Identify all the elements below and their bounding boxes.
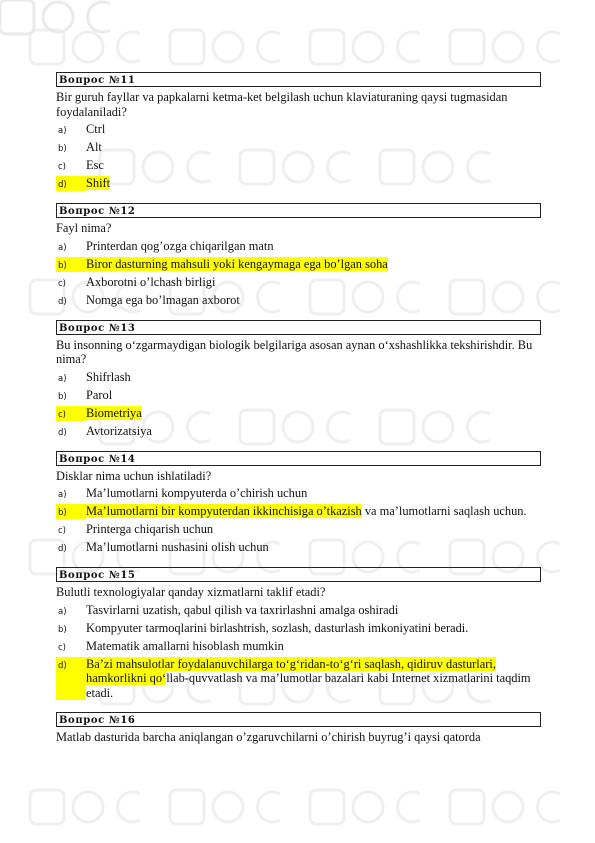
document-content: [56, 72, 541, 745]
option-letter: b): [58, 391, 67, 402]
option-letter: d): [56, 176, 86, 191]
question-block: [56, 567, 541, 700]
option-text: Shifrlash: [86, 369, 131, 384]
question-block: [56, 320, 541, 439]
question-text: Bu insonning o‘zgarmaydigan biologik belgilariga asosan aynan o‘xshashlikka tekshirishdir. Bu nima?: [56, 337, 533, 366]
option-letter: a): [58, 242, 67, 253]
answer-option: [56, 639, 541, 654]
answer-option: [56, 424, 541, 439]
question-header: Вопрос №13: [56, 320, 541, 335]
option-text-rest: va ma’lumotlarni saqlash uchun.: [361, 504, 527, 518]
option-letter: c): [56, 406, 86, 421]
option-text-rest: llab-quvvatlash va ma’lumotlar bazalari kabi Internet xizmatlarini taqdim etadi.: [86, 671, 531, 700]
answer-option: [56, 140, 541, 155]
option-letter: b): [58, 144, 67, 154]
option-text: Ma’lumotlarni nushasini olish uchun: [86, 540, 269, 554]
option-letter: d): [58, 427, 67, 438]
question-header: Вопрос №12: [56, 203, 541, 218]
option-text: Ctrl: [86, 122, 106, 136]
question-block: [56, 712, 541, 745]
option-letter: b): [56, 504, 86, 519]
answer-option-correct: [56, 657, 541, 701]
question-text: Fayl nima?: [56, 221, 112, 235]
option-letter: d): [58, 544, 67, 554]
question-header: Вопрос №16: [56, 712, 541, 727]
answer-option: [56, 370, 541, 385]
option-text: Parol: [86, 387, 113, 402]
option-letter: a): [58, 373, 67, 384]
question-text: Disklar nima uchun ishlatiladi?: [56, 468, 212, 483]
answer-option: [56, 621, 541, 636]
option-text: Tasvirlarni uzatish, qabul qilish va taxrirlashni amalga oshiradi: [86, 602, 399, 617]
answer-option-correct: [56, 257, 541, 272]
highlighted-answer: Biometriya: [86, 405, 142, 420]
option-letter: c): [58, 162, 66, 172]
answer-option: [56, 388, 541, 403]
option-letter: c): [58, 278, 66, 289]
answer-option-correct: [56, 504, 541, 519]
option-text: Avtorizatsiya: [86, 423, 152, 438]
answer-option: [56, 158, 541, 173]
question-header: Вопрос №14: [56, 451, 541, 466]
option-letter: d): [56, 657, 86, 701]
option-letter: a): [58, 490, 67, 500]
highlighted-answer: Shift: [86, 176, 111, 190]
option-text: Ma’lumotlarni kompyuterda o’chirish uchun: [86, 486, 308, 500]
question-text: Bulutli texnologiyalar qanday xizmatlarni taklif etadi?: [56, 585, 326, 599]
option-letter: a): [58, 606, 67, 617]
answer-option: [56, 275, 541, 290]
option-text: Alt: [86, 140, 102, 154]
option-text: Esc: [86, 158, 104, 172]
answer-option: [56, 540, 541, 555]
answer-option: [56, 239, 541, 254]
question-block: [56, 72, 541, 191]
answer-option: [56, 293, 541, 308]
option-text: Matematik amallarni hisoblash mumkin: [86, 638, 284, 653]
question-text: Matlab dasturida barcha aniqlangan o’zgaruvchilarni o’chirish buyrug’i qaysi qatorda: [56, 730, 481, 744]
option-text: Axborotni o’lchash birligi: [86, 274, 216, 289]
answer-option: [56, 122, 541, 137]
question-header: Вопрос №15: [56, 567, 541, 582]
question-block: [56, 451, 541, 556]
question-text: Bir guruh fayllar va papkalarni ketma-ket belgilash uchun klaviaturaning qaysi tugmasidan foydalaniladi?: [56, 90, 508, 119]
question-header: Вопрос №11: [56, 72, 541, 87]
answer-option: [56, 522, 541, 537]
option-text: Nomga ega bo’lmagan axborot: [86, 292, 240, 307]
option-letter: c): [58, 526, 66, 536]
highlighted-answer: Ba’zi mahsulotlar foydalanuvchilarga to‘g‘ridan-to‘g‘ri saqlash, qidiruv dasturlari, hamkorlikni qo‘: [86, 656, 496, 685]
option-letter: a): [58, 126, 67, 136]
option-text: Kompyuter tarmoqlarini birlashtrish, sozlash, dasturlash imkoniyatini beradi.: [86, 620, 469, 635]
option-letter: b): [56, 257, 86, 272]
question-block: [56, 203, 541, 308]
answer-option-correct: [56, 406, 541, 421]
option-letter: b): [58, 624, 67, 635]
answer-option-correct: [56, 176, 541, 191]
answer-option: [56, 603, 541, 618]
highlighted-answer: Ma’lumotlarni bir kompyuterdan ikkinchisiga o’tkazish: [86, 504, 362, 518]
option-letter: d): [58, 296, 67, 307]
option-letter: c): [58, 642, 66, 653]
answer-option: [56, 486, 541, 501]
option-text: Printerdan qog’ozga chiqarilgan matn: [86, 238, 274, 253]
option-text: Printerga chiqarish uchun: [86, 522, 214, 536]
highlighted-answer: Biror dasturning mahsuli yoki kengaymaga ega bo’lgan soha: [86, 256, 388, 271]
